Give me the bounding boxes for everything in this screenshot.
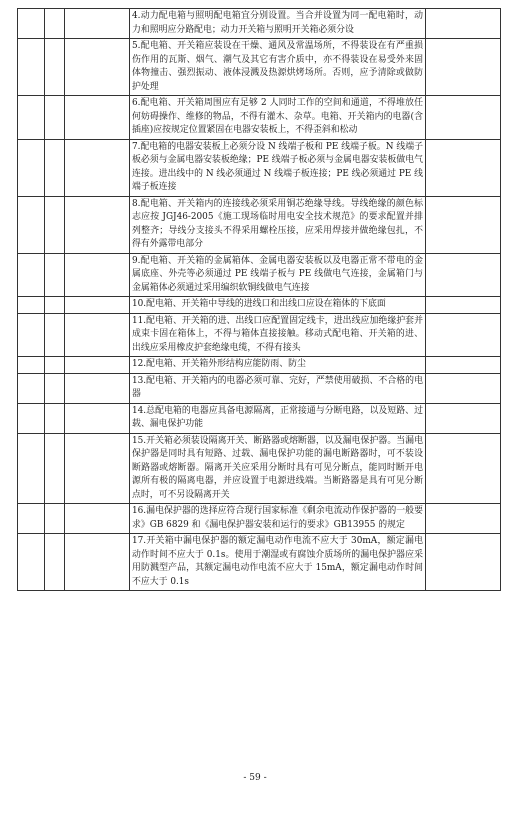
requirement-cell bbox=[130, 139, 426, 196]
empty-cell bbox=[18, 297, 45, 314]
requirement-cell bbox=[130, 313, 426, 357]
empty-cell bbox=[65, 433, 130, 504]
empty-cell bbox=[45, 433, 65, 504]
requirement-text: 9.配电箱、开关箱的金属箱体、金属电器安装板以及电器正常不带电的金属底座、外壳等必须通过 PE 线端子板与 PE 线做电气连接，金属箱门与金属箱体必须通过采用编织软铜线做电气连接 bbox=[132, 255, 423, 293]
empty-cell bbox=[65, 504, 130, 534]
table-row bbox=[18, 253, 501, 297]
requirement-cell bbox=[130, 297, 426, 314]
empty-cell bbox=[18, 139, 45, 196]
empty-cell bbox=[426, 357, 501, 374]
table-row bbox=[18, 373, 501, 403]
requirement-cell bbox=[130, 196, 426, 253]
empty-cell bbox=[18, 504, 45, 534]
table-row bbox=[18, 504, 501, 534]
table-row bbox=[18, 139, 501, 196]
empty-cell bbox=[426, 96, 501, 140]
empty-cell bbox=[65, 139, 130, 196]
requirement-cell bbox=[130, 373, 426, 403]
empty-cell bbox=[426, 253, 501, 297]
empty-cell bbox=[426, 433, 501, 504]
requirement-cell bbox=[130, 403, 426, 433]
empty-cell bbox=[426, 139, 501, 196]
table-row bbox=[18, 403, 501, 433]
empty-cell bbox=[45, 297, 65, 314]
empty-cell bbox=[426, 313, 501, 357]
empty-cell bbox=[45, 534, 65, 591]
table-row bbox=[18, 357, 501, 374]
empty-cell bbox=[18, 433, 45, 504]
table-row bbox=[18, 313, 501, 357]
empty-cell bbox=[18, 534, 45, 591]
requirement-text: 4.动力配电箱与照明配电箱宜分别设置。当合并设置为同一配电箱时，动力和照明应分路配电；动力开关箱与照明开关箱必须分设 bbox=[132, 11, 423, 35]
requirement-text: 16.漏电保护器的选择应符合现行国家标准《剩余电流动作保护器的一般要求》GB 6829 和《漏电保护器安装和运行的要求》GB13955 的规定 bbox=[132, 506, 423, 530]
empty-cell bbox=[65, 96, 130, 140]
empty-cell bbox=[65, 403, 130, 433]
requirement-text: 17.开关箱中漏电保护器的额定漏电动作电流不应大于 30mA，额定漏电动作时间不应大于 0.1s。使用于潮湿或有腐蚀介质场所的漏电保护器应采用防溅型产品，其额定漏电动作电流不应大于 15mA，额定漏电动作时间不应大于 0.1s bbox=[132, 536, 423, 587]
requirement-cell bbox=[130, 39, 426, 96]
requirement-text: 8.配电箱、开关箱内的连接线必须采用铜芯绝缘导线。导线绝缘的颜色标志应按 JGJ46-2005《施工现场临时用电安全技术规范》的要求配置并排列整齐；导线分支接头不得采用螺栓压接，应采用焊接并做绝缘包扎，不得有外露带电部分 bbox=[132, 198, 423, 249]
requirement-text: 13.配电箱、开关箱内的电器必须可靠、完好，严禁使用破损、不合格的电器 bbox=[132, 375, 423, 399]
empty-cell bbox=[45, 403, 65, 433]
table-row bbox=[18, 297, 501, 314]
requirement-text: 10.配电箱、开关箱中导线的进线口和出线口应设在箱体的下底面 bbox=[132, 299, 386, 309]
empty-cell bbox=[18, 403, 45, 433]
requirement-cell bbox=[130, 9, 426, 39]
requirement-text: 11.配电箱、开关箱的进、出线口应配置固定线卡，进出线应加绝缘护套并成束卡固在箱体上，不得与箱体直接接触。移动式配电箱、开关箱的进、出线应采用橡皮护套绝缘电缆，不得有接头 bbox=[132, 315, 423, 353]
empty-cell bbox=[45, 96, 65, 140]
empty-cell bbox=[65, 373, 130, 403]
requirements-table-body bbox=[18, 9, 501, 591]
empty-cell bbox=[18, 9, 45, 39]
table-row bbox=[18, 96, 501, 140]
empty-cell bbox=[426, 373, 501, 403]
empty-cell bbox=[18, 96, 45, 140]
requirements-table bbox=[17, 8, 501, 591]
empty-cell bbox=[45, 253, 65, 297]
empty-cell bbox=[65, 313, 130, 357]
empty-cell bbox=[65, 357, 130, 374]
table-row bbox=[18, 534, 501, 591]
requirement-cell bbox=[130, 433, 426, 504]
empty-cell bbox=[45, 504, 65, 534]
empty-cell bbox=[426, 196, 501, 253]
empty-cell bbox=[426, 9, 501, 39]
empty-cell bbox=[45, 196, 65, 253]
requirement-cell bbox=[130, 357, 426, 374]
page-number: - 59 - bbox=[243, 773, 267, 783]
requirement-cell bbox=[130, 96, 426, 140]
empty-cell bbox=[65, 534, 130, 591]
requirement-text: 15.开关箱必须装设隔离开关、断路器或熔断器，以及漏电保护器。当漏电保护器是同时具有短路、过载、漏电保护功能的漏电断路器时，可不装设断路器或熔断器。隔离开关应采用分断时具有可见分断点，能同时断开电源所有极的隔离电器，并应设置于电源进线端。当断路器是具有可见分断点时，可不另设隔离开关 bbox=[132, 435, 423, 500]
empty-cell bbox=[426, 403, 501, 433]
empty-cell bbox=[18, 39, 45, 96]
empty-cell bbox=[426, 297, 501, 314]
empty-cell bbox=[426, 39, 501, 96]
empty-cell bbox=[18, 253, 45, 297]
table-row bbox=[18, 196, 501, 253]
empty-cell bbox=[65, 253, 130, 297]
requirement-text: 14.总配电箱的电器应具备电源隔离，正常接通与分断电路，以及短路、过载、漏电保护功能 bbox=[132, 405, 423, 429]
empty-cell bbox=[45, 9, 65, 39]
requirement-cell bbox=[130, 534, 426, 591]
empty-cell bbox=[426, 534, 501, 591]
table-row bbox=[18, 39, 501, 96]
empty-cell bbox=[45, 39, 65, 96]
empty-cell bbox=[18, 373, 45, 403]
empty-cell bbox=[45, 357, 65, 374]
requirement-text: 5.配电箱、开关箱应装设在干燥、通风及常温场所，不得装设在有严重损伤作用的瓦斯、烟气、潮气及其它有害介质中，亦不得装设在易受外来固体物撞击、强烈振动、液体浸溅及热源烘烤场所。否则，应予清除或做防护处理 bbox=[132, 41, 423, 92]
empty-cell bbox=[18, 196, 45, 253]
table-row bbox=[18, 433, 501, 504]
empty-cell bbox=[65, 9, 130, 39]
requirement-text: 7.配电箱的电器安装板上必须分设 N 线端子板和 PE 线端子板。N 线端子板必须与金属电器安装板绝缘；PE 线端子板必须与金属电器安装板做电气连接。进出线中的 N 线必须通过 N 线端子板连接；PE 线必须通过 PE 线端子板连接 bbox=[132, 141, 423, 192]
empty-cell bbox=[426, 504, 501, 534]
requirement-cell bbox=[130, 253, 426, 297]
requirement-cell bbox=[130, 504, 426, 534]
empty-cell bbox=[18, 313, 45, 357]
empty-cell bbox=[65, 297, 130, 314]
empty-cell bbox=[65, 39, 130, 96]
requirement-text: 6.配电箱、开关箱周围应有足够 2 人同时工作的空间和通道，不得堆放任何妨碍操作、维修的物品，不得有灌木、杂草。电箱、开关箱内的电器(含插座)应按规定位置紧固在电器安装板上，不得歪斜和松动 bbox=[132, 98, 423, 135]
empty-cell bbox=[45, 313, 65, 357]
table-row bbox=[18, 9, 501, 39]
empty-cell bbox=[18, 357, 45, 374]
requirement-text: 12.配电箱、开关箱外形结构应能防雨、防尘 bbox=[132, 359, 306, 369]
empty-cell bbox=[45, 373, 65, 403]
empty-cell bbox=[45, 139, 65, 196]
empty-cell bbox=[65, 196, 130, 253]
